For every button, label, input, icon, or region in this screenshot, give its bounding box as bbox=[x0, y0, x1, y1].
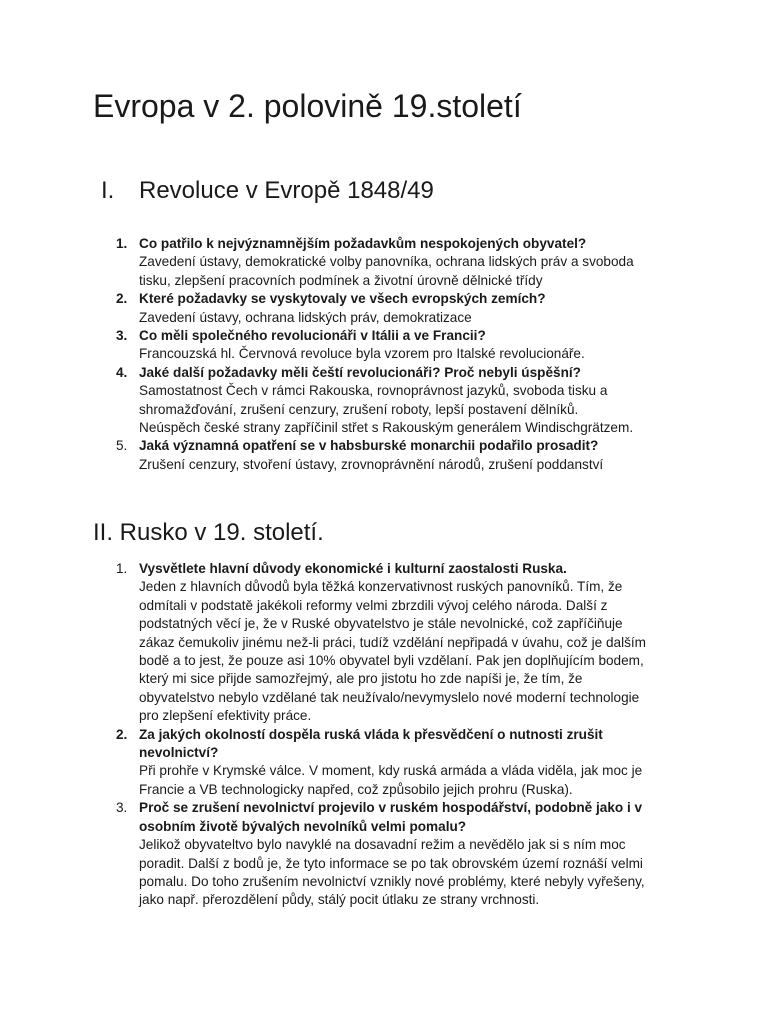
question: Vysvětlete hlavní důvody ekonomické i kulturní zaostalosti Ruska. bbox=[139, 561, 567, 576]
answer-line: Zrušení cenzury, stvoření ústavy, zrovnoprávnění národů, zrušení poddanství bbox=[139, 456, 604, 472]
item-number: 3. bbox=[116, 800, 128, 816]
list-item bbox=[0, 437, 634, 474]
answer-line: odmítali v podstatě jakékoli reformy velmi zbrzdili vývoj celého národa. Další z bbox=[139, 597, 608, 613]
answer-line: poradit. Další z bodů je, že tyto informace se po tak obrovském území roznáší velmi bbox=[139, 855, 643, 871]
item-number: 5. bbox=[116, 438, 128, 454]
question: Jaká významná opatření se v habsburské monarchii podařilo prosadit? bbox=[139, 438, 599, 454]
answer-line: pro zlepšení efektivity práce. bbox=[139, 708, 312, 724]
question-continued: osobním životě bývalých nevolníků velmi pomalu? bbox=[139, 818, 467, 834]
item-number: 1. bbox=[116, 561, 128, 576]
item-number: 2. bbox=[116, 291, 128, 307]
section-1-questions bbox=[0, 235, 634, 474]
answer-line: pomalu. Do toho zrušením nevolnictví vznikly nové problémy, které nebyly vyřešeny, bbox=[139, 873, 645, 889]
answer-line: Jelikož obyvateltvo bylo navyklé na dosavadní režim a nevědělo jak si s ním moc bbox=[139, 837, 626, 853]
answer-line: Při prohře v Krymské válce. V moment, kdy ruská armáda a vláda viděla, jak moc je bbox=[139, 763, 643, 779]
question-continued: nevolnictví? bbox=[139, 745, 219, 761]
question: Co měli společného revolucionáři v Itálii a ve Francii? bbox=[139, 328, 486, 344]
answer-line: zákaz čemukoliv jinému než-li práci, tudíž vzdělání nepřipadá v úvahu, což je dalším bbox=[139, 634, 646, 650]
question: Co patřilo k nejvýznamnějším požadavkům nespokojených obyvatel? bbox=[139, 236, 587, 251]
answer-line: jako např. přerozdělení půdy, stálý pocit útlaku ze strany vrchnosti. bbox=[139, 892, 540, 908]
answer-line: bodě a to jest, že pouze asi 10% obyvatel byli vzdělaní. Pak jen doplňujícím bodem, bbox=[139, 653, 644, 669]
question: Jaké další požadavky měli čeští revolucionáři? Proč nebyli úspěšní? bbox=[139, 364, 581, 380]
section-2-questions bbox=[0, 560, 646, 910]
answer-line: Zavedení ústavy, ochrana lidských práv, demokratizace bbox=[139, 309, 472, 325]
item-number: 4. bbox=[116, 364, 128, 380]
answer-line: Jeden z hlavních důvodů byla těžká konzervativnost ruských panovníků. Tím, že bbox=[139, 579, 623, 595]
item-number: 2. bbox=[116, 726, 128, 742]
list-item bbox=[0, 364, 634, 438]
answer-line: Zavedení ústavy, demokratické volby panovníka, ochrana lidských práv a svoboda bbox=[139, 254, 634, 270]
answer-line: shromažďování, zrušení cenzury, zrušení roboty, lepší postavení dělníků. bbox=[139, 401, 579, 417]
question: Které požadavky se vyskytovaly ve všech evropských zemích? bbox=[139, 291, 546, 307]
section-1-title: Revoluce v Evropě 1848/49 bbox=[139, 177, 434, 204]
question: Proč se zrušení nevolnictví projevilo v ruském hospodářství, podobně jako i v bbox=[139, 800, 643, 816]
answer-line: Neúspěch české strany zapříčinil střet s Rakouským generálem Windischgrätzem. bbox=[139, 420, 634, 436]
list-item bbox=[0, 235, 634, 290]
item-number: 1. bbox=[116, 236, 128, 251]
list-item bbox=[0, 560, 646, 726]
list-item bbox=[0, 290, 634, 327]
answer-line: Francouzská hl. Červnová revoluce byla vzorem pro Italské revolucionáře. bbox=[139, 346, 585, 362]
list-item bbox=[0, 726, 646, 800]
section-1-heading bbox=[101, 176, 434, 206]
list-item bbox=[0, 799, 646, 909]
item-number: 3. bbox=[116, 328, 128, 344]
answer-line: Samostatnost Čech v rámci Rakouska, rovnoprávnost jazyků, svoboda tisku a bbox=[139, 383, 608, 399]
answer-line: tisku, zlepšení pracovních podmínek a životní úrovně dělnické třídy bbox=[139, 272, 543, 288]
list-item bbox=[0, 327, 634, 364]
section-1-number: I. bbox=[101, 177, 115, 204]
section-2-heading: II. Rusko v 19. století. bbox=[93, 519, 324, 546]
document-title: Evropa v 2. polovině 19.století bbox=[93, 88, 522, 124]
answer-line: podstatných věcí je, že v Ruské obyvatelstvo je stále nevolnické, což zapříčiňuje bbox=[139, 616, 623, 632]
answer-line: který mi sice přijde samozřejmý, ale pro jistotu ho zde napíši je, že tím, že bbox=[139, 671, 583, 687]
answer-line: Francie a VB technologicky napřed, což způsobilo jejich prohru (Ruska). bbox=[139, 781, 573, 797]
answer-line: obyvatelstvo nebylo vzdělané tak neužívalo/nevymyslelo nové moderní technologie bbox=[139, 689, 640, 705]
question: Za jakých okolností dospěla ruská vláda k přesvědčení o nutnosti zrušit bbox=[139, 726, 603, 742]
